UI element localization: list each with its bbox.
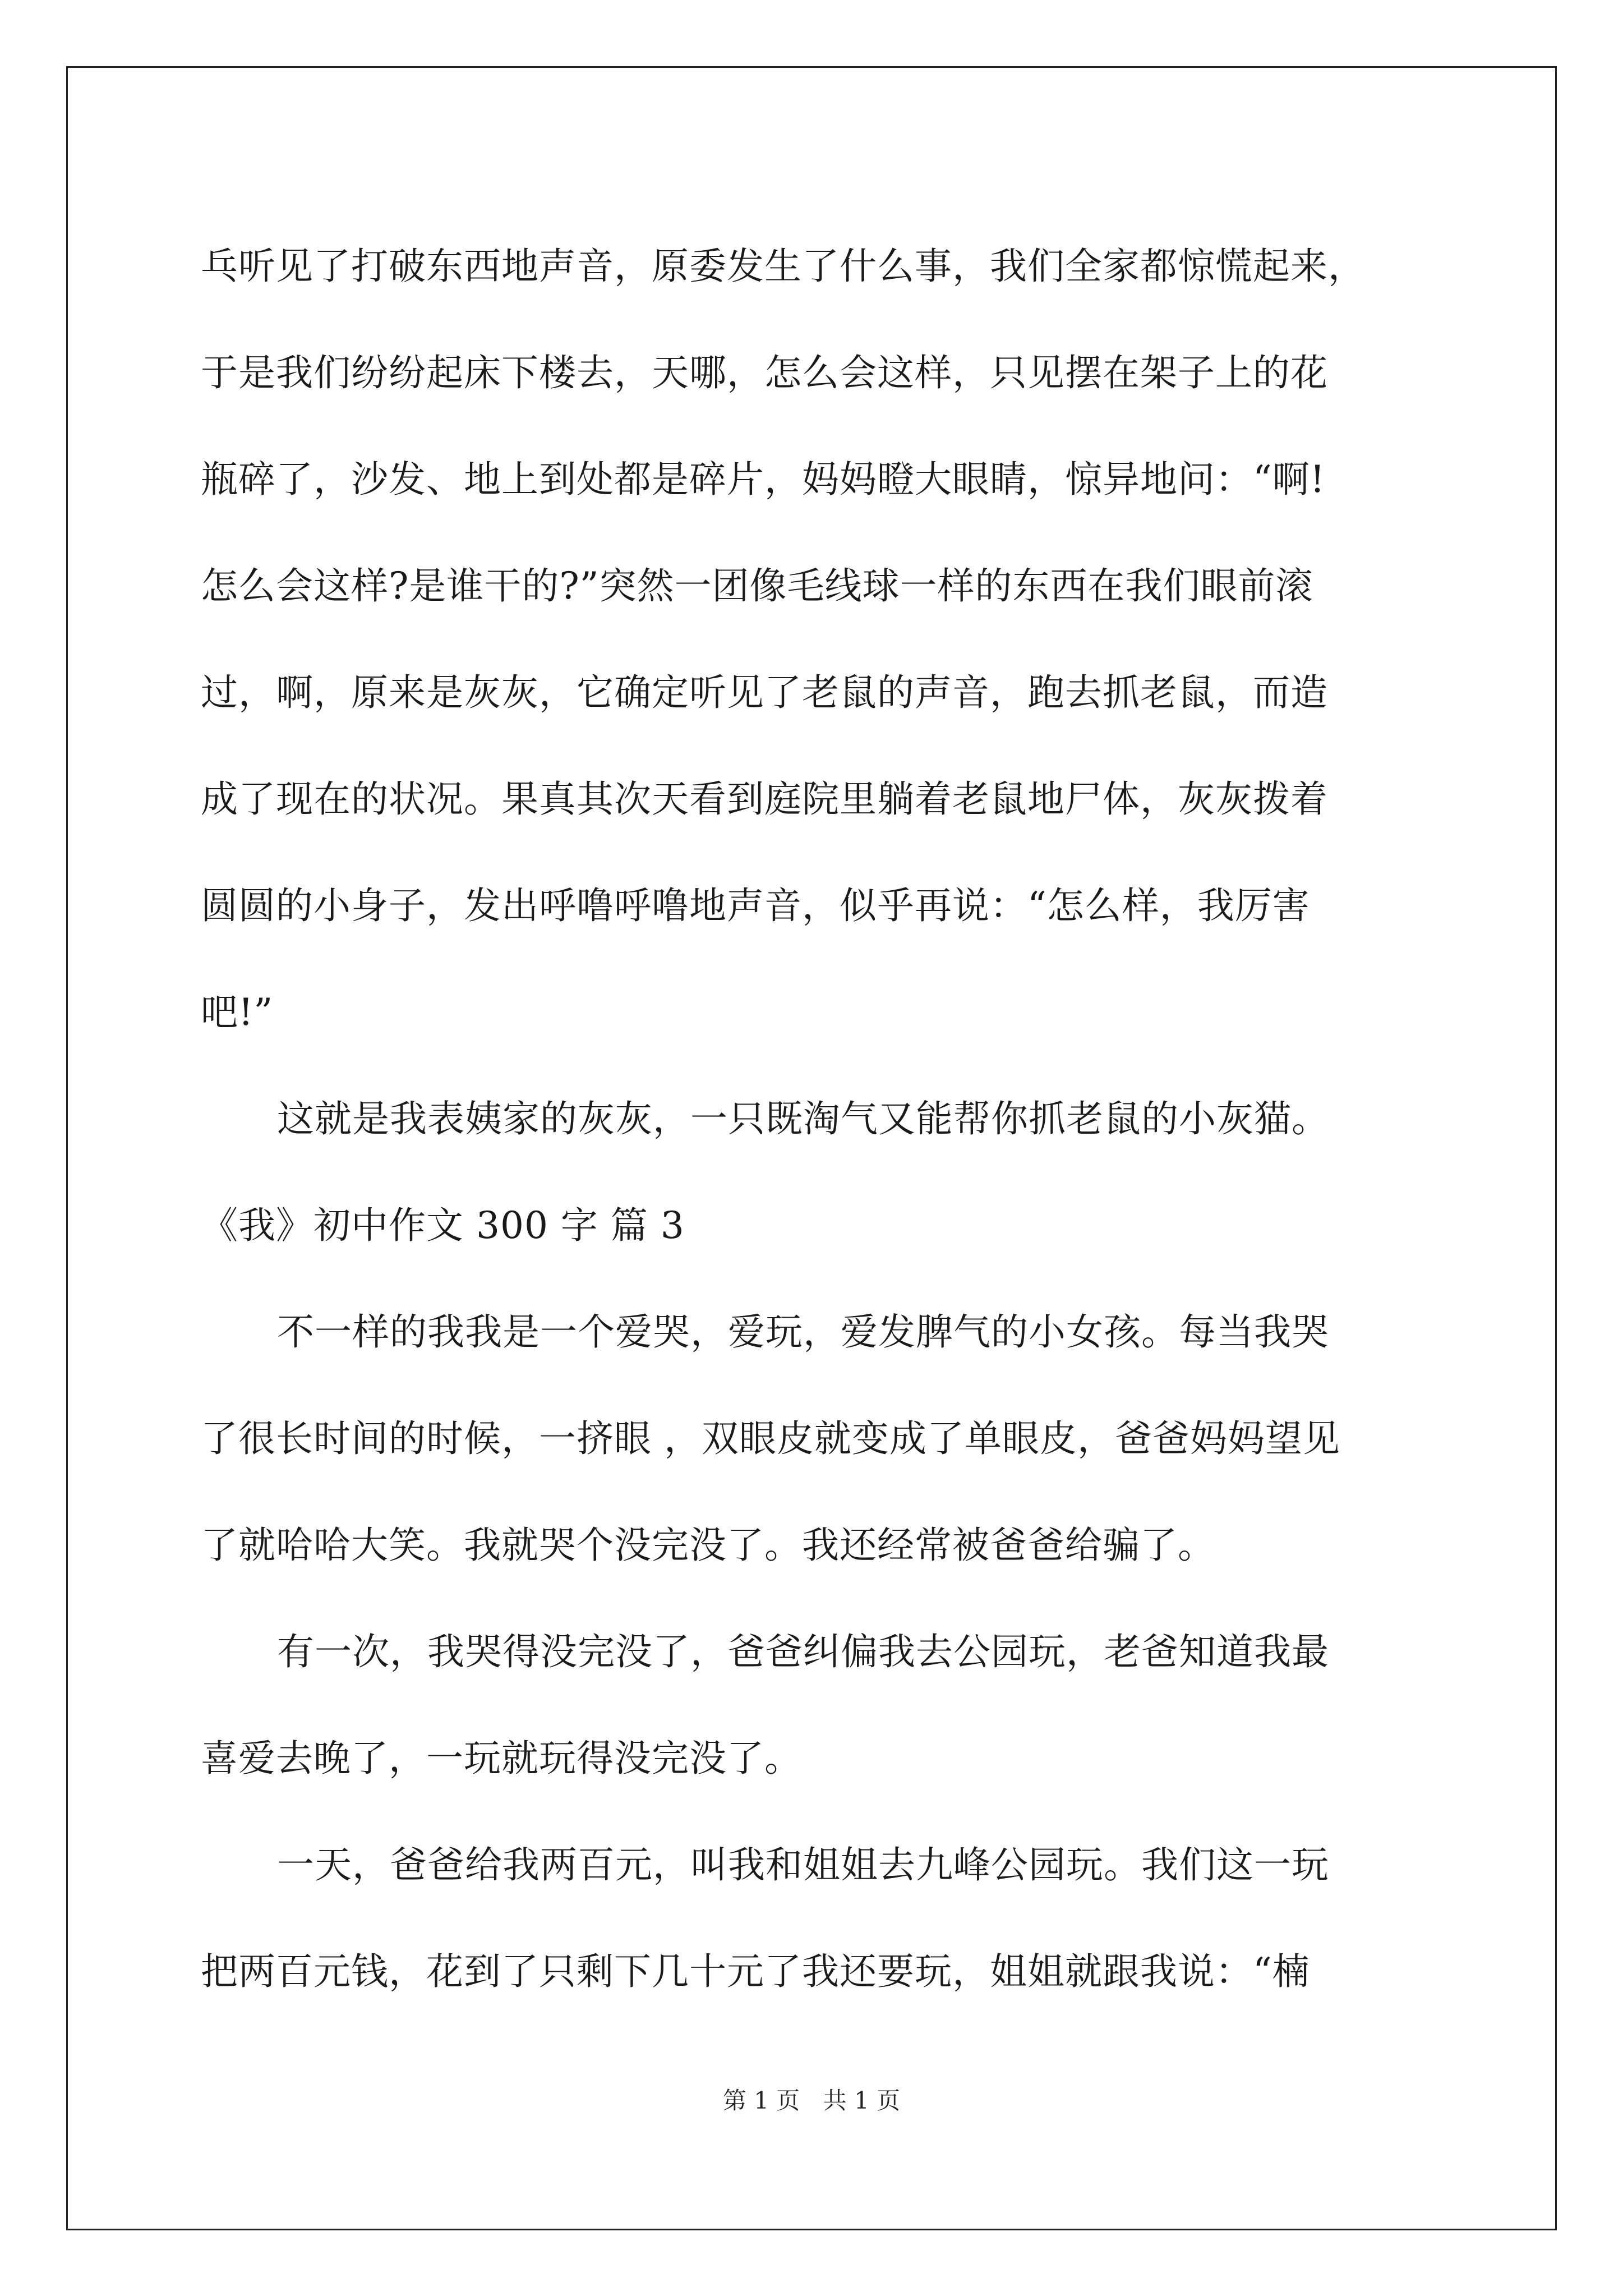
text-line: 了就哈哈大笑。我就哭个没完没了。我还经常被爸爸给骗了。: [201, 1524, 1215, 1567]
total-pages: 共 1 页: [823, 2087, 901, 2114]
text-line: 怎么会这样?是谁干的?”突然一团像毛线球一样的东西在我们眼前滚: [201, 564, 1313, 608]
paragraph-line: 不一样的我我是一个爱哭，爱玩，爱发脾气的小女孩。每当我哭: [277, 1310, 1329, 1354]
section-heading: 《我》初中作文 300 字 篇 3: [201, 1204, 685, 1247]
text-line: 吧!”: [201, 991, 274, 1034]
paragraph-line: 一天，爸爸给我两百元，叫我和姐姐去九峰公园玩。我们这一玩: [277, 1843, 1329, 1887]
paragraph-line: 有一次，我哭得没完没了，爸爸纠偏我去公园玩，老爸知道我最: [277, 1630, 1329, 1673]
text-line: 圆圆的小身子，发出呼噜呼噜地声音，似乎再说：“怎么样，我厉害: [201, 884, 1310, 927]
text-line: 乓听见了打破东西地声音，原委发生了什么事，我们全家都惊慌起来，: [201, 245, 1366, 288]
text-line: 成了现在的状况。果真其次天看到庭院里躺着老鼠地尸体，灰灰拨着: [201, 777, 1328, 821]
text-line: 过，啊，原来是灰灰，它确定听见了老鼠的声音，跑去抓老鼠，而造: [201, 671, 1328, 714]
text-line: 瓶碎了，沙发、地上到处都是碎片，妈妈瞪大眼睛，惊异地问：“啊!: [201, 458, 1326, 501]
page-number: 第 1 页: [722, 2087, 800, 2114]
text-line: 于是我们纷纷起床下楼去，天哪，怎么会这样，只见摆在架子上的花: [201, 351, 1328, 394]
paragraph-line: 这就是我表姨家的灰灰，一只既淘气又能帮你抓老鼠的小灰猫。: [277, 1097, 1329, 1140]
text-line: 把两百元钱，花到了只剩下几十元了我还要玩，姐姐就跟我说：“楠: [201, 1950, 1310, 1993]
text-line: 喜爱去晚了，一玩就玩得没完没了。: [201, 1737, 802, 1780]
page-footer: [0, 2082, 1623, 2116]
text-line: 了很长时间的时候，一挤眼 ，双眼皮就变成了单眼皮，爸爸妈妈望见: [201, 1417, 1340, 1460]
document-body: [201, 213, 1423, 2025]
